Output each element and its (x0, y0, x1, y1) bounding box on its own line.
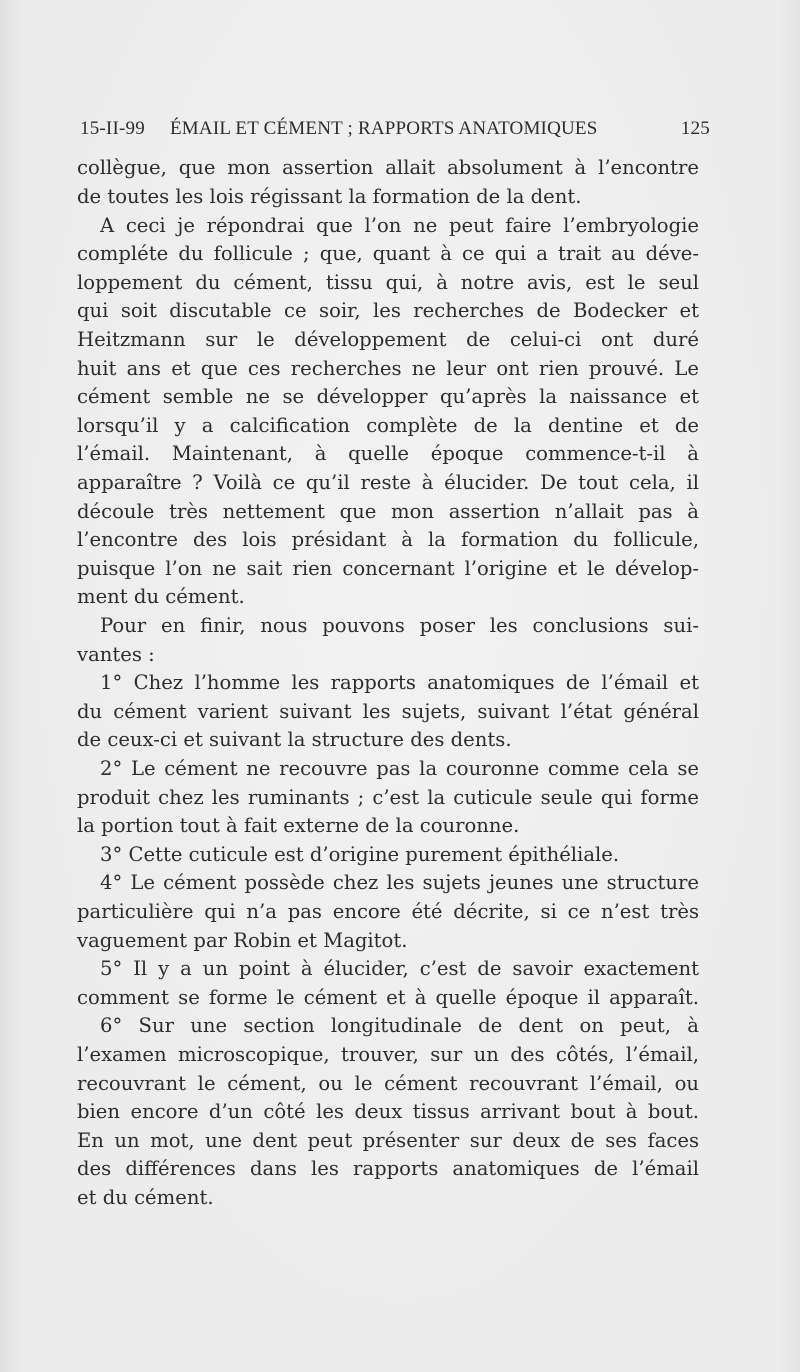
text-line: comment se forme le cément et à quelle époque il apparaît. (77, 986, 699, 1009)
text-line: 6° Sur une section longitudinale de dent on peut, à (100, 1014, 699, 1037)
text-line: des différences dans les rapports anatomiques de l’émail (77, 1157, 699, 1180)
text-line: 3° Cette cuticule est d’origine purement épithéliale. (100, 843, 620, 866)
text-line: loppement du cément, tissu qui, à notre avis, est le seul (77, 271, 699, 294)
text-line: et du cément. (77, 1186, 214, 1209)
text-line: produit chez les ruminants ; c’est la cuticule seule qui forme (77, 786, 699, 809)
text-line: la portion tout à fait externe de la couronne. (77, 814, 520, 837)
text-line: vantes : (77, 643, 155, 666)
text-line: l’examen microscopique, trouver, sur un des côtés, l’émail, (77, 1043, 699, 1066)
text-line: découle très nettement que mon assertion n’allait pas à (77, 500, 699, 523)
text-line: vaguement par Robin et Magitot. (77, 929, 408, 952)
header-title: ÉMAIL ET CÉMENT ; RAPPORTS ANATOMIQUES (170, 118, 598, 139)
text-line: lorsqu’il y a calcification complète de la dentine et de (77, 414, 699, 437)
text-line: recouvrant le cément, ou le cément recouvrant l’émail, ou (77, 1072, 699, 1095)
text-line: collègue, que mon assertion allait absolument à l’encontre (77, 156, 699, 179)
running-header (80, 118, 710, 144)
text-line: apparaître ? Voilà ce qu’il reste à élucider. De tout cela, il (77, 471, 699, 494)
text-line: Heitzmann sur le développement de celui-ci ont duré (77, 328, 699, 351)
text-line: 5° Il y a un point à élucider, c’est de savoir exactement (100, 957, 699, 980)
text-line: de ceux-ci et suivant la structure des dents. (77, 728, 512, 751)
text-line: puisque l’on ne sait rien concernant l’origine et le dévelop- (77, 557, 699, 580)
text-line: 1° Chez l’homme les rapports anatomiques de l’émail et (100, 671, 699, 694)
header-date: 15-II-99 (80, 118, 145, 139)
text-line: huit ans et que ces recherches ne leur ont rien prouvé. Le (77, 357, 699, 380)
text-line: A ceci je répondrai que l’on ne peut faire l’embryologie (100, 214, 699, 237)
text-line: 4° Le cément possède chez les sujets jeunes une structure (100, 871, 699, 894)
text-line: Pour en finir, nous pouvons poser les conclusions sui- (100, 614, 699, 637)
text-line: du cément varient suivant les sujets, suivant l’état général (77, 700, 699, 723)
text-line: l’encontre des lois présidant à la formation du follicule, (77, 528, 699, 551)
text-line: qui soit discutable ce soir, les recherches de Bodecker et (77, 299, 699, 322)
text-line: En un mot, une dent peut présenter sur deux de ses faces (77, 1129, 699, 1152)
text-line: particulière qui n’a pas encore été décrite, si ce n’est très (77, 900, 699, 923)
text-line: ment du cément. (77, 585, 245, 608)
text-line: de toutes les lois régissant la formation de la dent. (77, 185, 582, 208)
text-line: cément semble ne se développer qu’après la naissance et (77, 385, 699, 408)
text-line: bien encore d’un côté les deux tissus arrivant bout à bout. (77, 1100, 699, 1123)
text-line: 2° Le cément ne recouvre pas la couronne comme cela se (100, 757, 699, 780)
page-number: 125 (680, 118, 710, 139)
text-line: compléte du follicule ; que, quant à ce qui a trait au déve- (77, 242, 699, 265)
text-line: l’émail. Maintenant, à quelle époque commence-t-il à (77, 442, 699, 465)
